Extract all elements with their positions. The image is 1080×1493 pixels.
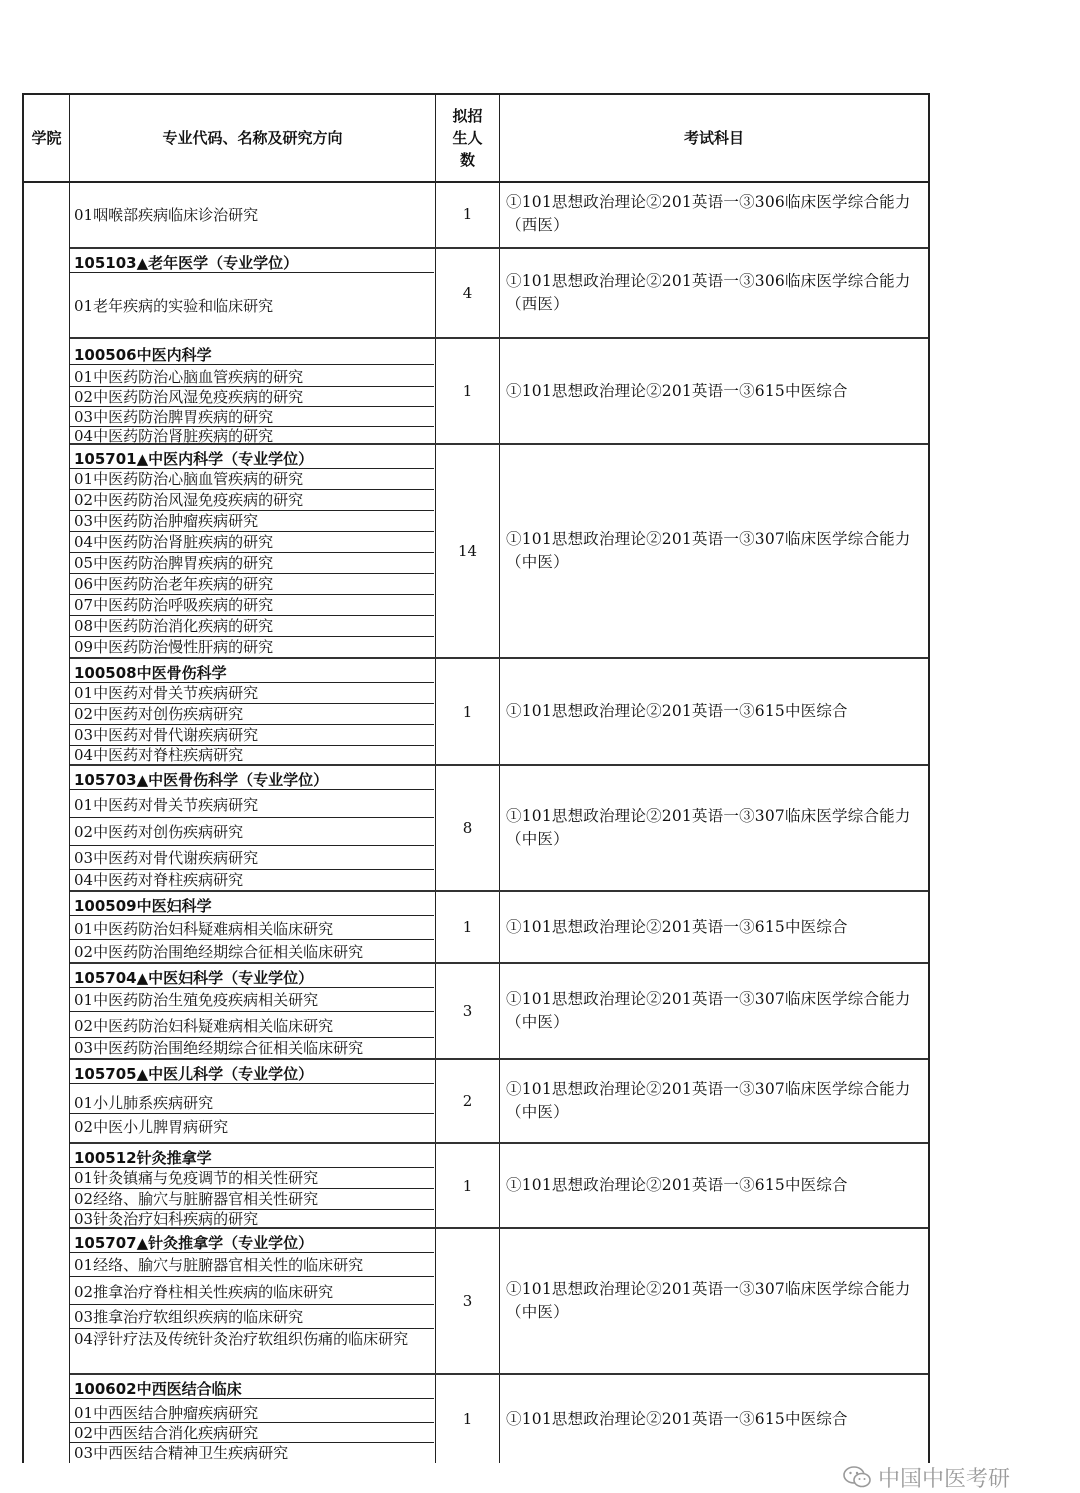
major-heading: 105705▲中医儿科学（专业学位） [70,1064,434,1084]
major-heading: 105701▲中医内科学（专业学位） [70,449,434,469]
quota-cell [436,1144,500,1227]
quota-cell [436,892,500,962]
exam-cell [500,766,928,890]
exam-cell [500,964,928,1058]
program-group [70,249,928,339]
table-header [24,95,928,183]
research-direction: 02推拿治疗脊柱相关性疾病的临床研究 [70,1279,434,1305]
exam-subjects: ①101思想政治理论②201英语一③306临床医学综合能力（西医） [506,193,911,234]
research-direction: 01小儿肺系疾病研究 [70,1092,434,1114]
quota-value: 4 [462,284,473,302]
major-heading: 105703▲中医骨伤科学（专业学位） [70,770,434,790]
program-group [70,445,928,659]
program-group [70,339,928,445]
research-direction: 02中西医结合消化疾病研究 [70,1423,434,1443]
research-direction: 08中医药防治消化疾病的研究 [70,616,434,637]
research-direction: 07中医药防治呼吸疾病的研究 [70,595,434,616]
header-exam [500,95,928,181]
research-direction: 03中西医结合精神卫生疾病研究 [74,1444,289,1462]
exam-cell [500,1229,928,1373]
exam-subjects: ①101思想政治理论②201英语一③307临床医学综合能力（中医） [506,990,911,1031]
quota-cell [436,964,500,1058]
research-direction: 01中医药防治妇科疑难病相关临床研究 [70,918,434,940]
wechat-icon [842,1465,872,1489]
watermark [842,1462,1062,1492]
major-list [70,445,436,657]
research-direction: 01中医药防治心脑血管疾病的研究 [70,367,434,387]
major-list [70,659,436,764]
program-group [70,1375,928,1463]
exam-cell [500,659,928,764]
major-list [70,1144,436,1227]
research-direction: 02中医药防治围绝经期综合征相关临床研究 [74,943,364,961]
admissions-table [22,93,930,1463]
research-direction: 01针灸镇痛与免疫调节的相关性研究 [70,1168,434,1189]
college-column [24,181,70,1463]
exam-cell [500,1144,928,1227]
research-direction: 02经络、腧穴与脏腑器官相关性研究 [70,1189,434,1210]
major-heading: 105704▲中医妇科学（专业学位） [70,968,434,988]
exam-cell [500,1060,928,1142]
quota-cell [436,659,500,764]
major-heading: 105103▲老年医学（专业学位） [70,253,434,273]
research-direction: 02中医药对创伤疾病研究 [70,818,434,846]
quota-cell [436,1229,500,1373]
major-list [70,249,436,337]
research-direction: 06中医药防治老年疾病的研究 [70,574,434,595]
quota-cell [436,249,500,337]
research-direction: 04中医药防治肾脏疾病的研究 [70,532,434,553]
major-heading: 105707▲针灸推拿学（专业学位） [70,1233,434,1253]
quota-value: 8 [462,819,473,837]
header-major-label: 专业代码、名称及研究方向 [162,129,343,147]
quota-value: 1 [462,382,473,400]
research-direction: 02中医药防治风湿免疫疾病的研究 [70,387,434,407]
research-direction: 03中医药防治肿瘤疾病研究 [70,511,434,532]
research-direction: 01经络、腧穴与脏腑器官相关性的临床研究 [70,1253,434,1277]
header-quota [436,95,500,181]
research-direction: 09中医药防治慢性肝病的研究 [74,638,274,656]
quota-value: 3 [462,1292,473,1310]
quota-value: 1 [462,702,473,721]
exam-subjects: ①101思想政治理论②201英语一③306临床医学综合能力（西医） [506,272,911,313]
major-heading: 100508中医骨伤科学 [70,663,434,683]
quota-cell [436,1375,500,1463]
exam-subjects: ①101思想政治理论②201英语一③615中医综合 [506,1409,848,1428]
major-heading: 100509中医妇科学 [70,896,434,916]
research-direction: 03中医药对骨代谢疾病研究 [70,725,434,746]
research-direction: 01中西医结合肿瘤疾病研究 [70,1403,434,1423]
header-college [24,95,70,181]
exam-cell [500,181,928,247]
research-direction: 03中医药防治脾胃疾病的研究 [70,407,434,427]
exam-subjects: ①101思想政治理论②201英语一③307临床医学综合能力（中医） [506,1080,911,1121]
quota-value: 14 [457,542,478,560]
exam-subjects: ①101思想政治理论②201英语一③307临床医学综合能力（中医） [506,1280,911,1321]
exam-subjects: ①101思想政治理论②201英语一③615中医综合 [506,1176,848,1194]
program-group [70,1060,928,1144]
major-list [70,892,436,962]
research-direction: 04浮针疗法及传统针灸治疗软组织伤痛的临床研究 [74,1330,409,1348]
exam-subjects: ①101思想政治理论②201英语一③615中医综合 [506,917,848,936]
exam-subjects: ①101思想政治理论②201英语一③615中医综合 [506,702,848,720]
table-body [70,181,928,1463]
program-group [70,659,928,766]
major-heading: 100506中医内科学 [70,345,434,365]
program-group [70,1144,928,1229]
research-direction: 01中医药对骨关节疾病研究 [70,792,434,818]
research-direction: 01咽喉部疾病临床诊治研究 [74,206,259,224]
research-direction: 01中医药防治心脑血管疾病的研究 [70,469,434,490]
major-list [70,1060,436,1142]
exam-cell [500,892,928,962]
research-direction: 04中医药对脊柱疾病研究 [74,746,244,764]
research-direction: 01中医药防治生殖免疫疾病相关研究 [70,988,434,1012]
quota-value: 1 [462,205,473,223]
quota-cell [436,445,500,657]
quota-value: 1 [462,1176,473,1195]
header-exam-label: 考试科目 [683,129,744,147]
major-heading: 100602中西医结合临床 [70,1379,434,1399]
program-group [70,892,928,964]
watermark-text: 中国中医考研 [878,1466,1011,1492]
research-direction: 01老年疾病的实验和临床研究 [74,297,274,315]
research-direction: 03推拿治疗软组织疾病的临床研究 [70,1305,434,1329]
research-direction: 03中医药防治围绝经期综合征相关临床研究 [74,1039,364,1057]
research-direction: 04中医药对脊柱疾病研究 [74,871,244,889]
quota-value: 1 [462,918,473,936]
program-group [70,964,928,1060]
major-list [70,766,436,890]
research-direction: 01中医药对骨关节疾病研究 [70,683,434,704]
header-college-label: 学院 [31,129,62,147]
research-direction: 02中医药对创伤疾病研究 [70,704,434,725]
research-direction: 04中医药防治肾脏疾病的研究 [74,427,274,445]
exam-cell [500,1375,928,1463]
major-heading: 100512针灸推拿学 [70,1148,434,1168]
header-major [70,95,436,181]
research-direction: 03针灸治疗妇科疾病的研究 [74,1210,259,1228]
major-list [70,1229,436,1373]
exam-subjects: ①101思想政治理论②201英语一③615中医综合 [506,381,848,400]
research-direction: 03中医药对骨代谢疾病研究 [70,846,434,870]
exam-subjects: ①101思想政治理论②201英语一③307临床医学综合能力（中医） [506,530,911,571]
program-group [70,766,928,892]
major-list [70,964,436,1058]
quota-value: 3 [462,1002,473,1020]
exam-cell [500,445,928,657]
quota-cell [436,766,500,890]
quota-cell [436,1060,500,1142]
exam-cell [500,249,928,337]
research-direction: 05中医药防治脾胃疾病的研究 [70,553,434,574]
major-list [70,181,436,247]
research-direction: 02中医药防治妇科疑难病相关临床研究 [70,1014,434,1038]
quota-value: 2 [462,1092,473,1110]
research-direction: 02中医小儿脾胃病研究 [74,1118,229,1136]
research-direction: 02中医药防治风湿免疫疾病的研究 [70,490,434,511]
exam-subjects: ①101思想政治理论②201英语一③307临床医学综合能力（中医） [506,807,911,848]
major-list [70,1375,436,1463]
major-list [70,339,436,443]
exam-cell [500,339,928,443]
program-group [70,1229,928,1375]
program-group [70,181,928,249]
header-quota-label: 拟招生人数 [452,107,483,169]
quota-value: 1 [462,1410,473,1428]
quota-cell [436,339,500,443]
quota-cell [436,181,500,247]
